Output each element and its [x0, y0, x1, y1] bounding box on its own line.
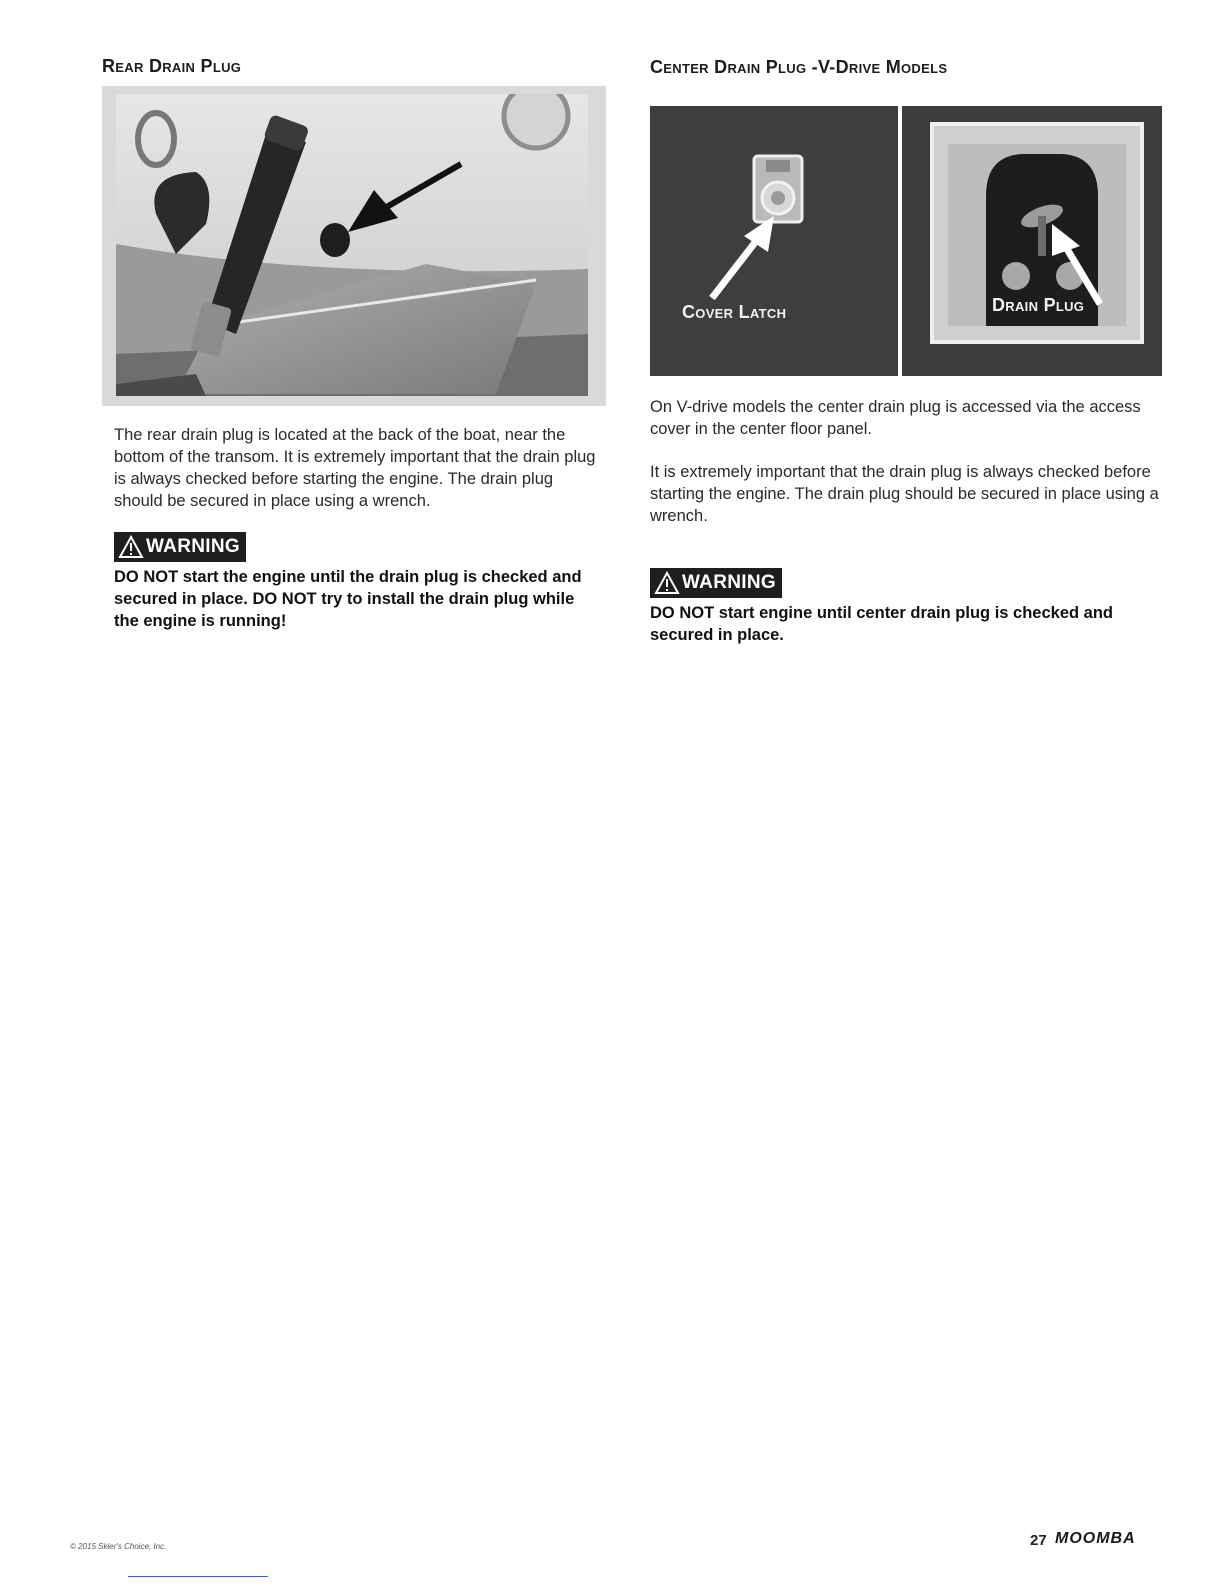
center-warning-badge — [650, 568, 782, 598]
warning-triangle-icon — [654, 571, 680, 595]
center-drain-plug-photo-right — [902, 106, 1162, 376]
cover-latch-photo-image — [650, 106, 898, 376]
rear-drain-plug-heading: Rear Drain Plug — [102, 56, 242, 76]
rear-drain-plug-photo-image — [116, 94, 588, 396]
footer-divider — [128, 1576, 268, 1577]
page-number: 27 — [1030, 1532, 1047, 1549]
rear-warning-label: WARNING — [146, 536, 240, 557]
cover-latch-callout: Cover Latch — [682, 302, 787, 322]
center-drain-plug-paragraph-2: It is extremely important that the drain plug is always checked before starting the engine. The drain plug should be secured in place using a wrench. — [650, 463, 1159, 525]
rear-warning-text: DO NOT start the engine until the drain plug is checked and secured in place. DO NOT try to install the drain plug while the engine is running! — [114, 568, 582, 630]
drain-plug-callout: Drain Plug — [992, 295, 1085, 315]
rear-drain-plug-paragraph: The rear drain plug is located at the back of the boat, near the bottom of the transom. It is extremely important that the drain plug is always checked before starting the engine. The drain plug should be secured in place using a wrench. — [114, 426, 596, 510]
warning-triangle-icon — [118, 535, 144, 559]
rear-drain-plug-photo — [102, 86, 606, 406]
center-warning-label: WARNING — [682, 572, 776, 593]
center-drain-plug-paragraph-1: On V-drive models the center drain plug is accessed via the access cover in the center floor panel. — [650, 398, 1141, 438]
brand-logo: MOOMBA — [1055, 1530, 1136, 1547]
center-drain-plug-photo-left — [650, 106, 898, 376]
drain-plug-photo-image — [902, 106, 1162, 376]
center-warning-text: DO NOT start engine until center drain plug is checked and secured in place. — [650, 604, 1113, 644]
center-drain-plug-heading: Center Drain Plug -V-Drive Models — [650, 57, 948, 77]
copyright-notice: © 2015 Skier's Choice, Inc. — [70, 1542, 167, 1551]
rear-warning-badge — [114, 532, 246, 562]
